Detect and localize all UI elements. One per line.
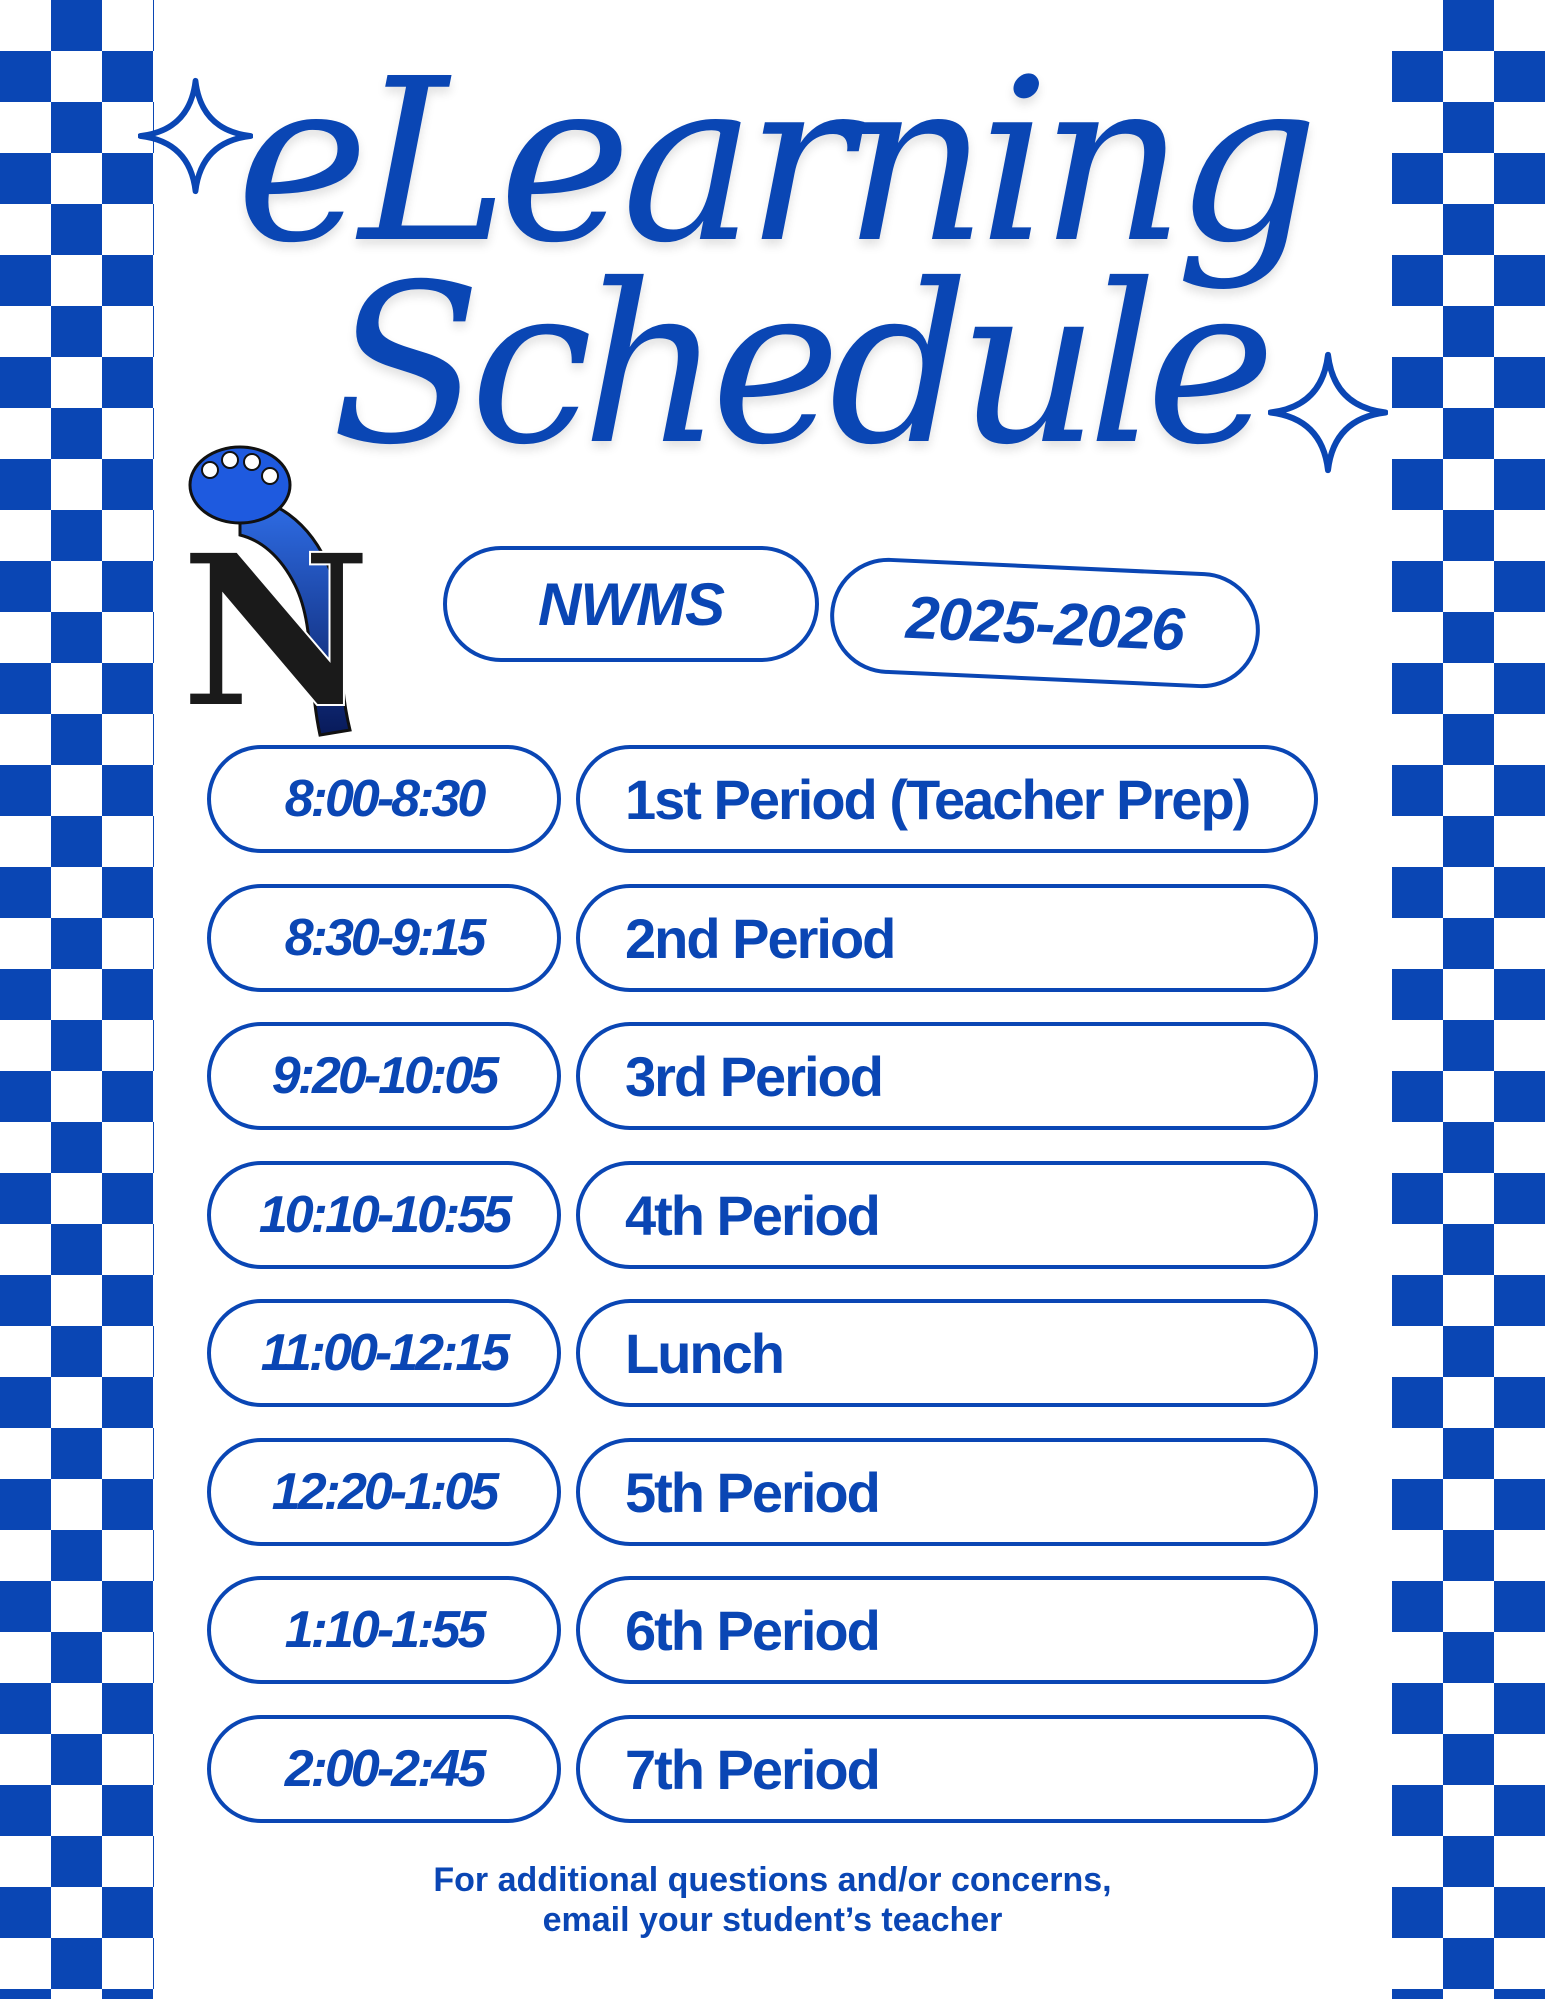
time-range: 1:10-1:55 [284, 1601, 484, 1659]
school-name: NWMS [538, 570, 724, 638]
time-pill [207, 1022, 561, 1130]
time-pill [207, 1438, 561, 1546]
logo-letter: N [180, 508, 372, 740]
time-pill [207, 884, 561, 992]
period-pill [576, 1022, 1318, 1130]
period-label: Lunch [625, 1321, 783, 1385]
period-pill [576, 1715, 1318, 1823]
period-pill [576, 1161, 1318, 1269]
footer-note [0, 1860, 1545, 1940]
time-range: 12:20-1:05 [271, 1463, 497, 1521]
period-label: 4th Period [625, 1183, 879, 1247]
time-pill [207, 1576, 561, 1684]
time-pill [207, 1715, 561, 1823]
period-label: 5th Period [625, 1460, 879, 1524]
period-label: 2nd Period [625, 906, 895, 970]
time-pill [207, 745, 561, 853]
time-range: 11:00-12:15 [260, 1324, 508, 1382]
time-pill [207, 1161, 561, 1269]
year-tag [828, 555, 1263, 690]
period-label: 1st Period (Teacher Prep) [625, 767, 1250, 831]
school-tag [443, 546, 819, 662]
time-range: 2:00-2:45 [284, 1740, 484, 1798]
period-pill [576, 1438, 1318, 1546]
time-range: 10:10-10:55 [258, 1186, 510, 1244]
period-pill [576, 884, 1318, 992]
school-year: 2025-2026 [904, 583, 1186, 663]
period-label: 7th Period [625, 1737, 879, 1801]
time-range: 8:30-9:15 [284, 909, 484, 967]
period-label: 6th Period [625, 1598, 879, 1662]
panther-paw-logo [180, 440, 390, 740]
title-schedule: Schedule [331, 237, 1264, 493]
time-range: 9:20-10:05 [271, 1047, 497, 1105]
footer-line-1: For additional questions and/or concerns, [433, 1861, 1112, 1899]
period-pill [576, 745, 1318, 853]
footer-line-2: email your student’s teacher [542, 1901, 1003, 1939]
time-pill [207, 1299, 561, 1407]
period-label: 3rd Period [625, 1044, 882, 1108]
period-pill [576, 1576, 1318, 1684]
time-range: 8:00-8:30 [284, 770, 484, 828]
title-elearning: eLearning [235, 31, 1310, 293]
period-pill [576, 1299, 1318, 1407]
